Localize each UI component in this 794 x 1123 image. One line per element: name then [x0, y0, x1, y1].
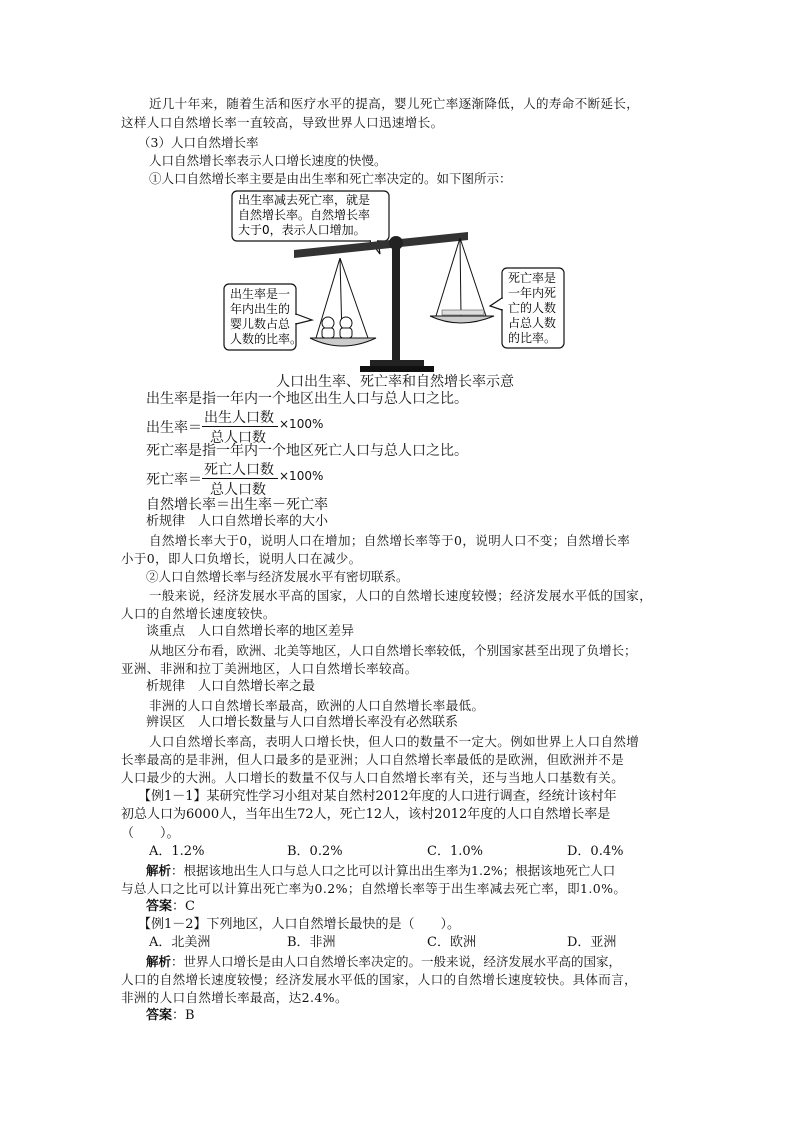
scale-base — [370, 360, 424, 366]
misconception-line-2: 长率最高的是非洲，但人口最多的是亚洲；人口自然增长率最低的是欧洲，但欧洲并不是 — [121, 752, 625, 767]
option-c: C．1.0% — [427, 844, 483, 859]
answer-value: ：B — [172, 1008, 195, 1023]
example-1-2-analysis-line-2: 人口的自然增长速度较慢；经济发展水平低的国家，人口的自然增长速度较快。具体而言， — [121, 972, 638, 987]
example-1-2-options — [149, 934, 629, 952]
callout-right-line-5: 的比率。 — [508, 331, 557, 345]
balance-scale-figure — [220, 188, 580, 396]
analysis-text: ：世界人口增长是由人口自然增长率决定的。一般来说，经济发展水平高的国家， — [171, 954, 622, 969]
example-1-1-analysis-line-2: 与总人口之比可以计算出死亡率为0.2%；自然增长率等于出生率减去死亡率，即1.0%。 — [121, 881, 627, 896]
left-pan — [310, 338, 376, 346]
death-rate-definition: 死亡率是指一年内一个地区死亡人口与总人口之比。 — [146, 443, 468, 459]
natural-growth-formula: 自然增长率＝出生率－死亡率 — [146, 497, 328, 513]
birth-rate-formula — [146, 406, 336, 446]
example-1-1-stem-1: 【例1－1】某研究性学习小组对某自然村2012年度的人口进行调查，经统计该村年 — [138, 789, 617, 804]
option-b: B．非洲 — [287, 935, 336, 950]
formula-lhs: 出生率＝ — [146, 420, 202, 436]
rule-1-line-2: 小于0，即人口负增长，说明人口在减少。 — [121, 551, 362, 566]
point-1: ①人口自然增长率主要是由出生率和死亡率决定的。如下图所示： — [149, 171, 512, 186]
tombstone-icon — [442, 310, 484, 315]
answer-label: 答案 — [146, 899, 173, 914]
callout-right-line-4: 占总人数 — [508, 316, 557, 330]
example-1-1-stem-3: （ ）。 — [121, 826, 180, 841]
option-d: D．0.4% — [567, 844, 624, 859]
callout-right-line-1: 死亡率是 — [508, 271, 557, 285]
formula-lhs: 死亡率＝ — [146, 472, 202, 488]
callout-left-line-4: 人数的比率。 — [230, 332, 303, 346]
misconception-line-1: 人口自然增长率高，表明人口增长快，但人口的数量不一定大。例如世界上人口自然增 — [149, 734, 640, 749]
option-c: C．欧洲 — [427, 935, 476, 950]
rule-2-line: 非洲的人口自然增长率最高，欧洲的人口自然增长率最低。 — [149, 698, 485, 713]
analysis-text: ：根据该地出生人口与总人口之比可以计算出出生率为1.2%；根据该地死亡人口 — [171, 863, 616, 878]
point-2-line-1: 一般来说，经济发展水平高的国家，人口的自然增长速度较慢；经济发展水平低的国家， — [149, 588, 653, 603]
right-pan — [430, 316, 494, 323]
formula-tail: ×100% — [279, 469, 324, 483]
example-1-2-analysis-line-3: 非洲的人口自然增长率最高，达2.4%。 — [121, 990, 348, 1005]
section-3-title: （3）人口自然增长率 — [138, 135, 259, 150]
option-a: A．1.2% — [149, 844, 205, 859]
callout-left-line-1: 出生率是一 — [230, 287, 291, 301]
callout-left-line-2: 年内出生的 — [230, 302, 291, 316]
option-b: B．0.2% — [287, 844, 343, 859]
formula-tail: ×100% — [279, 417, 324, 431]
rule-2-heading: 析规律 人口自然增长率之最 — [146, 679, 316, 694]
formula-numerator: 死亡人口数 — [204, 462, 274, 478]
callout-top-line-3: 大于0，表示人口增加。 — [238, 223, 366, 237]
formula-denominator: 总人口数 — [210, 482, 266, 498]
key-point-heading: 谈重点 人口自然增长率的地区差异 — [146, 624, 355, 639]
rule-1-heading: 析规律 人口自然增长率的大小 — [146, 514, 329, 529]
answer-value: ：C — [172, 899, 195, 914]
callout-right-line-3: 亡的人数 — [508, 301, 557, 315]
formula-numerator: 出生人口数 — [204, 410, 274, 426]
death-rate-formula — [146, 458, 336, 498]
example-1-2-answer — [146, 1007, 195, 1025]
scale-post — [392, 246, 400, 362]
intro-line-2: 这样人口自然增长率一直较高，导致世界人口迅速增长。 — [121, 115, 444, 130]
example-1-1-analysis-line-1 — [146, 862, 615, 880]
section-3-definition: 人口自然增长率表示人口增长速度的快慢。 — [149, 153, 387, 168]
birth-rate-definition: 出生率是指一年内一个地区出生人口与总人口之比。 — [146, 391, 468, 407]
example-1-1-options — [149, 843, 629, 861]
rule-1-line-1: 自然增长率大于0，说明人口在增加；自然增长率等于0，说明人口不变；自然增长率 — [149, 533, 631, 548]
example-1-1-answer — [146, 898, 195, 916]
baby-icon — [322, 317, 334, 329]
key-point-line-1: 从地区分布看，欧洲、北美等地区，人口自然增长率较低，个别国家甚至出现了负增长； — [149, 643, 637, 658]
option-d: D．亚洲 — [567, 935, 617, 950]
point-2: ②人口自然增长率与经济发展水平有密切联系。 — [146, 569, 409, 584]
point-2-line-2: 人口的自然增长速度较快。 — [121, 606, 276, 621]
answer-label: 答案 — [146, 1008, 173, 1023]
example-1-2-analysis-line-1 — [146, 953, 621, 971]
baby-icon — [340, 317, 352, 329]
intro-line-1: 近几十年来，随着生活和医疗水平的提高，婴儿死亡率逐渐降低，人的寿命不断延长， — [149, 96, 640, 111]
example-1-1-stem-2: 初总人口为6000人，当年出生72人，死亡12人，该村2012年度的人口自然增长率是 — [121, 807, 611, 822]
example-1-2-stem: 【例1－2】下列地区，人口自然增长最快的是（ ）。 — [138, 917, 461, 932]
callout-right-line-2: 一年内死 — [508, 286, 557, 300]
callout-top-line-1: 出生率减去死亡率，就是 — [238, 193, 371, 207]
scale-base-bottom — [360, 366, 434, 372]
analysis-label: 解析 — [146, 954, 172, 969]
analysis-label: 解析 — [146, 863, 172, 878]
misconception-line-3: 人口最少的大洲。人口增长的数量不仅与人口自然增长率有关，还与当地人口基数有关。 — [121, 770, 625, 785]
option-a: A．北美洲 — [149, 935, 211, 950]
callout-top-line-2: 自然增长率。自然增长率 — [238, 208, 371, 222]
misconception-heading: 辨误区 人口增长数量与人口自然增长率没有必然联系 — [146, 715, 459, 730]
formula-denominator: 总人口数 — [210, 430, 266, 446]
callout-left-line-3: 婴儿数占总 — [230, 317, 291, 331]
key-point-line-2: 亚洲、非洲和拉丁美洲地区，人口自然增长率较高。 — [121, 661, 418, 676]
figure-caption: 人口出生率、死亡率和自然增长率示意 — [276, 374, 514, 390]
